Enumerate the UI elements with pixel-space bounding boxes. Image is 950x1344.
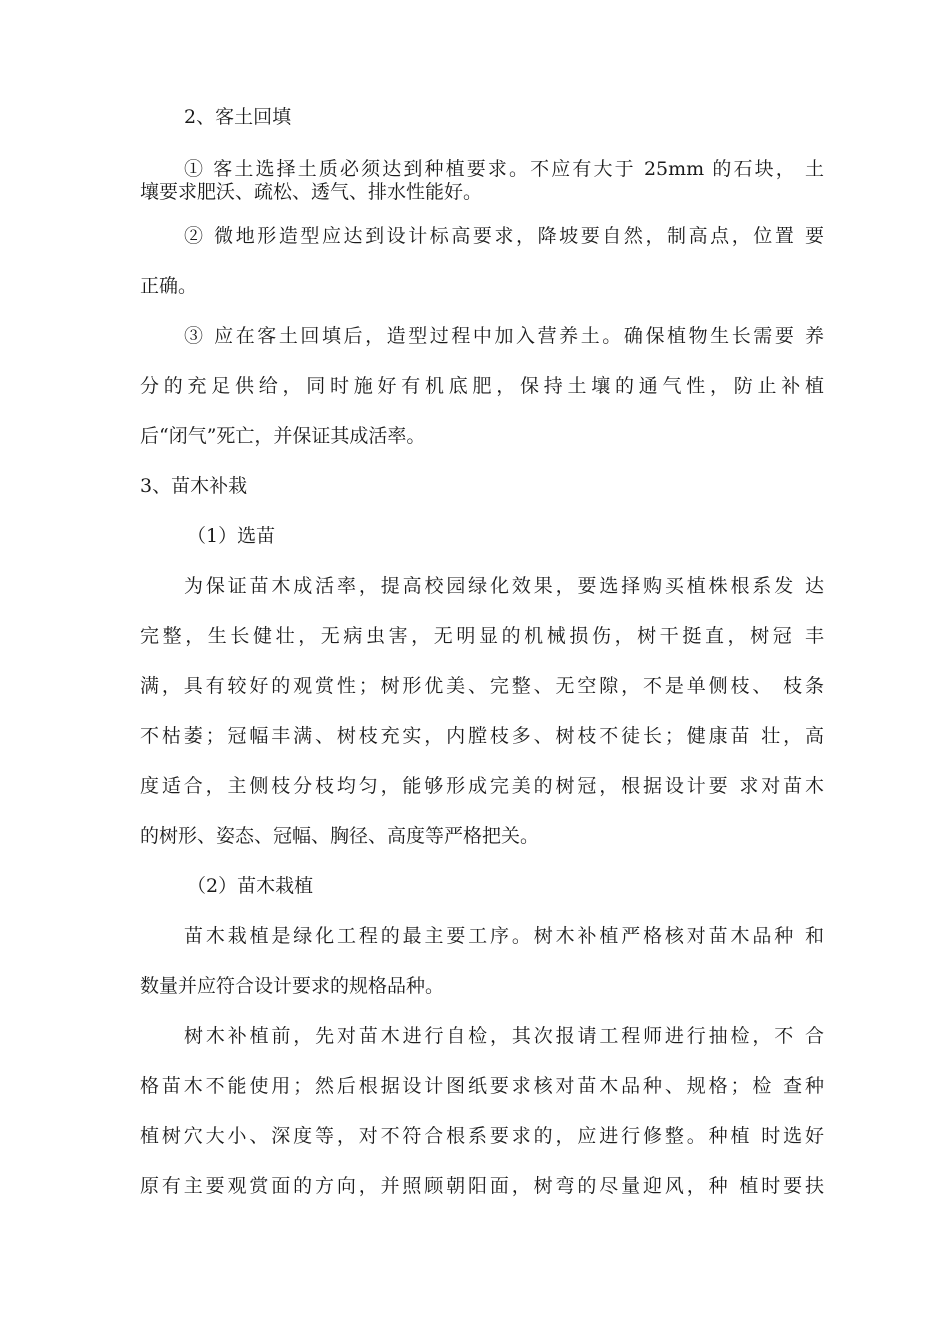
paragraph-line: 后“闭气”死亡，并保证其成活率。 xyxy=(140,425,426,447)
subsection-heading-seedling-planting: （2）苗木栽植 xyxy=(187,875,314,897)
paragraph-line: 植树穴大小、深度等，对不符合根系要求的，应进行修整。种植 时选好 xyxy=(140,1125,824,1147)
paragraph-line: 的树形、姿态、冠幅、胸径、高度等严格把关。 xyxy=(140,825,540,847)
paragraph-line: 完整，生长健壮，无病虫害，无明显的机械损伤，树干挺直，树冠 丰 xyxy=(140,625,824,647)
paragraph-line: 壤要求肥沃、疏松、透气、排水性能好。 xyxy=(140,181,483,203)
section-heading-seedling-replanting: 3、苗木补栽 xyxy=(140,475,248,497)
paragraph-line: 分的充足供给，同时施好有机底肥，保持土壤的通气性，防止补植 xyxy=(140,375,824,397)
paragraph-line: 数量并应符合设计要求的规格品种。 xyxy=(140,975,445,997)
subsection-heading-seedling-selection: （1）选苗 xyxy=(187,525,276,547)
paragraph-line: 度适合，主侧枝分枝均匀，能够形成完美的树冠，根据设计要 求对苗木 xyxy=(140,775,824,797)
paragraph-line: 满，具有较好的观赏性；树形优美、完整、无空隙，不是单侧枝、 枝条 xyxy=(140,675,824,697)
section-heading-backfill: 2、客土回填 xyxy=(184,106,292,128)
paragraph-line: 正确。 xyxy=(140,275,198,297)
paragraph-line: 格苗木不能使用；然后根据设计图纸要求核对苗木品种、规格；检 查种 xyxy=(140,1075,824,1097)
paragraph-line: ③ 应在客土回填后，造型过程中加入营养土。确保植物生长需要 养 xyxy=(184,325,824,347)
paragraph-line: 苗木栽植是绿化工程的最主要工序。树木补植严格核对苗木品种 和 xyxy=(184,925,824,947)
paragraph-line: 不枯萎；冠幅丰满、树枝充实，内膛枝多、树枝不徒长；健康苗 壮，高 xyxy=(140,725,824,747)
paragraph-line: ② 微地形造型应达到设计标高要求，降坡要自然，制高点，位置 要 xyxy=(184,225,824,247)
paragraph-line: 原有主要观赏面的方向，并照顾朝阳面，树弯的尽量迎风，种 植时要扶 xyxy=(140,1175,824,1197)
paragraph-line: 树木补植前，先对苗木进行自检，其次报请工程师进行抽检，不 合 xyxy=(184,1025,824,1047)
paragraph-line: 为保证苗木成活率，提高校园绿化效果，要选择购买植株根系发 达 xyxy=(184,575,824,597)
paragraph-line: ① 客土选择土质必须达到种植要求。不应有大于 25mm 的石块， 土 xyxy=(184,158,824,180)
